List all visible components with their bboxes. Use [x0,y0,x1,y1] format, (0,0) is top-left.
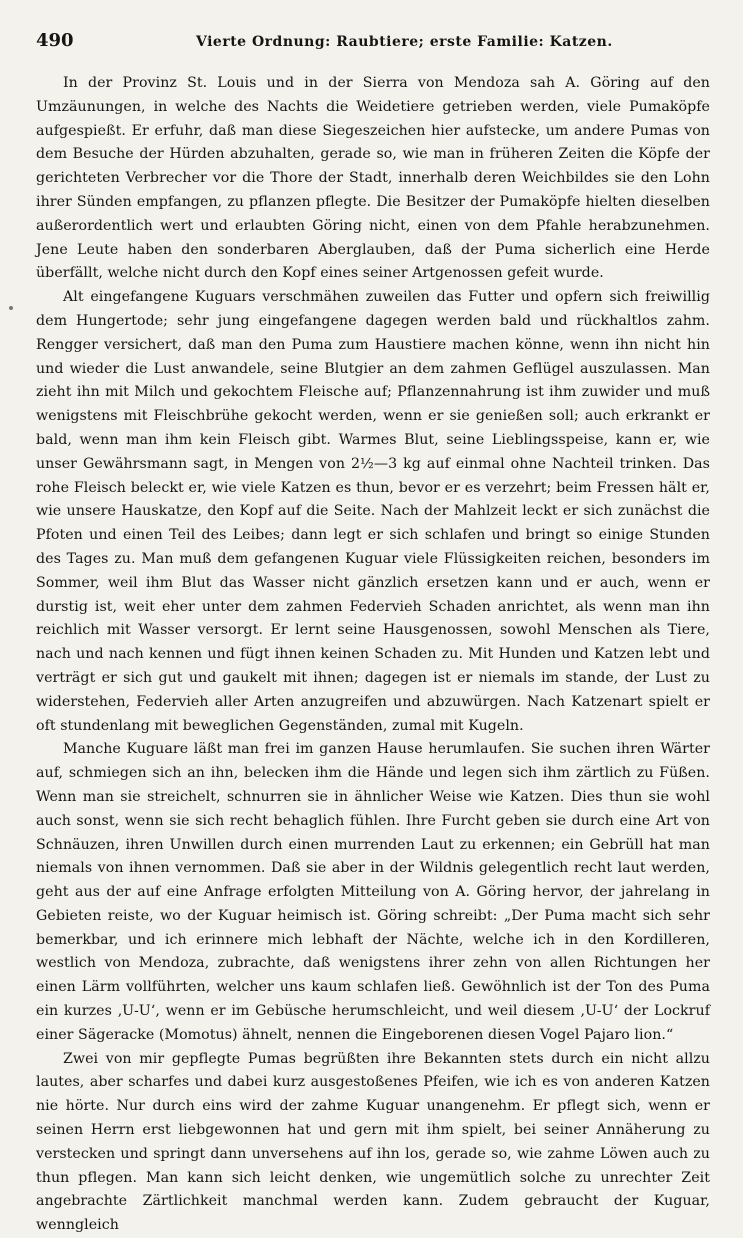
paragraph-free-roaming-kuguars: Manche Kuguare läßt man frei im ganzen Hause herumlaufen. Sie suchen ihren Wärter auf, schmiegen sich an ihn, belecken ihm die Hände und legen sich ihm zärtlich zu Füßen. Wenn man sie streichelt, schnurren sie in ähnlicher Weise wie Katzen. Dies thun sie wohl auch sonst, wenn sie sich recht behaglich fühlen. Ihre Furcht geben sie durch eine Art von Schnäuzen, ihren Unwillen durch einen murrenden Laut zu erkennen; ein Gebrüll hat man niemals von ihnen vernommen. Daß sie aber in der Wildnis gelegentlich recht laut werden, geht aus der auf eine Anfrage erfolgten Mitteilung von A. Göring hervor, der jahrelang in Gebieten reiste, wo der Kuguar heimisch ist. Göring schreibt: „Der Puma macht sich sehr bemerkbar, und ich erinnere mich lebhaft der Nächte, welche ich in den Kordilleren, westlich von Mendoza, zubrachte, daß wenigstens ihrer zehn von allen Richtungen her einen Lärm vollführten, welcher uns kaum schlafen ließ. Gewöhnlich ist der Ton des Puma ein kurzes ‚U-U‘, wenn er im Gebüsche herumschleicht, und weil diesem ‚U-U‘ der Lockruf einer Sägeracke (Momotus) ähnelt, nennen die Eingeborenen diesen Vogel Pajaro lion.“ [36,741,710,1043]
running-head [36,30,710,64]
paragraph-tame-pumas: Zwei von mir gepflegte Pumas begrüßten ihre Bekannten stets durch ein nicht allzu lautes, aber scharfes und dabei kurz ausgestoßenes Pfeifen, wie ich es von anderen Katzen nie hörte. Nur durch eins wird der zahme Kuguar unangenehm. Er pflegt sich, wenn er seinen Herrn erst liebgewonnen hat und gern mit ihm spielt, bei seiner Annäherung zu verstecken und springt dann unversehens auf ihn los, gerade so, wie zahme Löwen auch zu thun pflegen. Man kann sich leicht denken, wie ungemütlich solche zu unrechter Zeit angebrachte Zärtlichkeit manchmal werden kann. Zudem gebraucht der Kuguar, wenngleich [36,1050,710,1234]
paragraph-puma-heads: In der Provinz St. Louis und in der Sierra von Mendoza sah A. Göring auf den Umzäunungen, in welche des Nachts die Weidetiere getrieben werden, viele Pumaköpfe aufgespießt. Er erfuhr, daß man diese Siegeszeichen hier aufstecke, um andere Pumas von dem Besuche der Hürden abzuhalten, gerade so, wie man in früheren Zeiten die Köpfe der gerichteten Verbrecher vor die Thore der Stadt, innerhalb deren Weichbildes sie den Lohn ihrer Sünden empfangen, zu pflanzen pflegte. Die Besitzer der Pumaköpfe hielten dieselben außerordentlich wert und erlaubten Göring nicht, einen von dem Pfahle herabzunehmen. Jene Leute haben den sonderbaren Aberglauben, daß der Puma sicherlich eine Herde überfällt, welche nicht durch den Kopf eines seiner Artgenossen gefeit wurde. [36,75,710,282]
print-speck [9,306,13,310]
paragraph-captive-kuguars: Alt eingefangene Kuguars verschmähen zuweilen das Futter und opfern sich freiwillig dem Hungertode; sehr jung eingefangene dagegen werden bald und rückhaltlos zahm. Rengger versichert, daß man den Puma zum Haustiere machen könne, wenn ihn nicht hin und wieder die Lust anwandele, seine Blutgier an dem zahmen Geflügel auszulassen. Man zieht ihn mit Milch und gekochtem Fleische auf; Pflanzennahrung ist ihm zuwider und muß wenigstens mit Fleischbrühe gekocht werden, wenn er sie genießen soll; auch erkrankt er bald, wenn man ihm kein Fleisch gibt. Warmes Blut, seine Lieblingsspeise, kann er, wie unser Gewährsmann sagt, in Mengen von 2½—3 kg auf einmal ohne Nachteil trinken. Das rohe Fleisch beleckt er, wie viele Katzen es thun, bevor er es verzehrt; beim Fressen hält er, wie unsere Hauskatze, den Kopf auf die Seite. Nach der Mahlzeit leckt er sich zunächst die Pfoten und einen Teil des Leibes; dann legt er sich schlafen und bringt so einige Stunden des Tages zu. Man muß dem gefangenen Kuguar viele Flüssigkeiten reichen, besonders im Sommer, weil ihm Blut das Wasser nicht gänzlich ersetzen kann und er auch, wenn er durstig ist, weit eher unter dem zahmen Federvieh Schaden anrichtet, als wenn man ihn reichlich mit Wasser versorgt. Er lernt seine Hausgenossen, sowohl Menschen als Tiere, nach und nach kennen und fügt ihnen keinen Schaden zu. Mit Hunden und Katzen lebt und verträgt er sich gut und gaukelt mit ihnen; dagegen ist er niemals im stande, der Lust zu widerstehen, Federvieh aller Arten anzugreifen und abzuwürgen. Nach Katzenart spielt er oft stundenlang mit beweglichen Gegenständen, zumal mit Kugeln. [36,289,710,734]
body-text [36,72,710,1238]
page-number: 490 [36,30,74,51]
running-head-title: Vierte Ordnung: Raubtiere; erste Familie: Katzen. [196,34,613,50]
